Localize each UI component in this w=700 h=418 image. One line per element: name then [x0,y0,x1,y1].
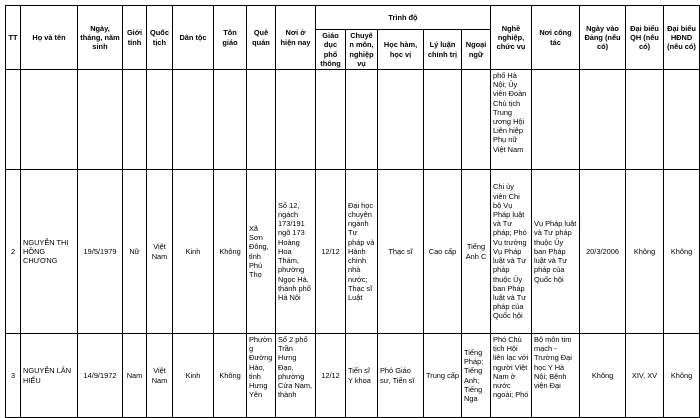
cell-tt: 2 [6,170,21,334]
cell-specialty: Đại học chuyên ngành Tư pháp và Hành chính nhà nước; Thạc sĩ Luật [346,170,378,334]
cell-party-date: Không [580,334,626,418]
cell-nationality: Việt Nam [147,334,173,418]
table-row [6,334,700,418]
cell-language [462,70,491,170]
cell-dob [78,70,123,170]
header-general-edu: Giáo dục phổ thông [316,30,346,70]
cell-political: Cao cấp [424,170,462,334]
cell-na-deputy: Không [626,170,664,334]
cell-name: NGUYỄN THỊ HỒNG CHƯƠNG [21,170,78,334]
cell-workplace [532,70,580,170]
cell-dob: 14/9/1972 [78,334,123,418]
cell-nationality: Việt Nam [147,170,173,334]
cell-occupation: Chi ủy viên Chi bộ Vụ Pháp luật và Tư pháp; Phó Vụ trưởng Vụ Pháp luật và Tư pháp thuộc Ủy ban Pháp luật và Tư pháp của Quốc hội [491,170,532,334]
header-academic: Học hàm, học vị [378,30,424,70]
header-tt: TT [6,6,21,70]
header-na-deputy: Đại biểu QH (nếu có) [626,6,664,70]
cell-name [21,70,78,170]
header-workplace: Nơi công tác [532,6,580,70]
cell-gender: Nữ [123,170,147,334]
header-hometown: Quê quán [247,6,276,70]
cell-party-date [580,70,626,170]
cell-pc-deputy: Không [664,170,700,334]
cell-ethnicity: Kinh [173,334,214,418]
header-specialty: Chuyên môn, nghiệp vụ [346,30,378,70]
cell-workplace: Vụ Pháp luật và Tư pháp thuộc Ủy ban Pháp luật và Tư pháp của Quốc hội [532,170,580,334]
cell-religion: Không [214,334,247,418]
cell-name: NGUYỄN LÂN HIẾU [21,334,78,418]
cell-pc-deputy [664,70,700,170]
cell-party-date: 20/3/2006 [580,170,626,334]
cell-academic: Phó Giáo sư, Tiến sĩ [378,334,424,418]
cell-religion [214,70,247,170]
header-pc-deputy: Đại biểu HĐND (nếu có) [664,6,700,70]
header-dob: Ngày, tháng, năm sinh [78,6,123,70]
cell-language: Tiếng Anh C [462,170,491,334]
cell-occupation: Phó Chủ tịch Hội liên lạc với người Việt Nam ở nước ngoài; Phó [491,334,532,418]
header-residence: Nơi ở hiện nay [276,6,316,70]
table-body [6,70,700,418]
candidate-table [5,5,700,418]
header-language: Ngoại ngữ [462,30,491,70]
cell-general-edu [316,70,346,170]
cell-pc-deputy: Không [664,334,700,418]
cell-na-deputy: XIV, XV [626,334,664,418]
cell-political [424,70,462,170]
cell-religion: Không [214,170,247,334]
cell-hometown: Xã Sơn Đông, tỉnh Phú Thọ [247,170,276,334]
cell-occupation: phố Hà Nội; Ủy viên Đoàn Chủ tịch Trung ương Hội Liên hiệp Phụ nữ Việt Nam [491,70,532,170]
header-political: Lý luận chính trị [424,30,462,70]
header-nationality: Quốc tịch [147,6,173,70]
cell-academic: Thạc sĩ [378,170,424,334]
cell-hometown: Phường Đường Hào, tỉnh Hưng Yên [247,334,276,418]
cell-language: Tiếng Pháp; Tiếng Anh; Tiếng Nga [462,334,491,418]
cell-ethnicity [173,70,214,170]
cell-academic [378,70,424,170]
cell-tt [6,70,21,170]
cell-gender: Nam [123,334,147,418]
cell-general-edu: 12/12 [316,170,346,334]
cell-workplace: Bộ môn tim mạch - Trường Đại học Y Hà Nội; Bệnh viện Đại [532,334,580,418]
cell-residence [276,70,316,170]
cell-tt: 3 [6,334,21,418]
header-ethnicity: Dân tộc [173,6,214,70]
table-row [6,70,700,170]
cell-na-deputy [626,70,664,170]
header-party-date: Ngày vào Đảng (nếu có) [580,6,626,70]
cell-ethnicity: Kinh [173,170,214,334]
cell-residence: Số 12, ngách 173/191 ngõ 173 Hoàng Hoa Thám, phường Ngọc Hà, thành phố Hà Nội [276,170,316,334]
header-religion: Tôn giáo [214,6,247,70]
cell-residence: Số 2 phố Trần Hưng Đạo, phường Cửa Nam, thành [276,334,316,418]
cell-gender [123,70,147,170]
header-occupation: Nghề nghiệp, chức vụ [491,6,532,70]
table-header [6,6,700,70]
cell-general-edu: 12/12 [316,334,346,418]
cell-political: Trung cấp [424,334,462,418]
header-name: Họ và tên [21,6,78,70]
cell-specialty: Tiến sĩ Y khoa [346,334,378,418]
table-row [6,170,700,334]
cell-hometown [247,70,276,170]
cell-nationality [147,70,173,170]
cell-specialty [346,70,378,170]
header-education-group: Trình độ [316,6,491,30]
cell-dob: 19/5/1979 [78,170,123,334]
header-gender: Giới tính [123,6,147,70]
